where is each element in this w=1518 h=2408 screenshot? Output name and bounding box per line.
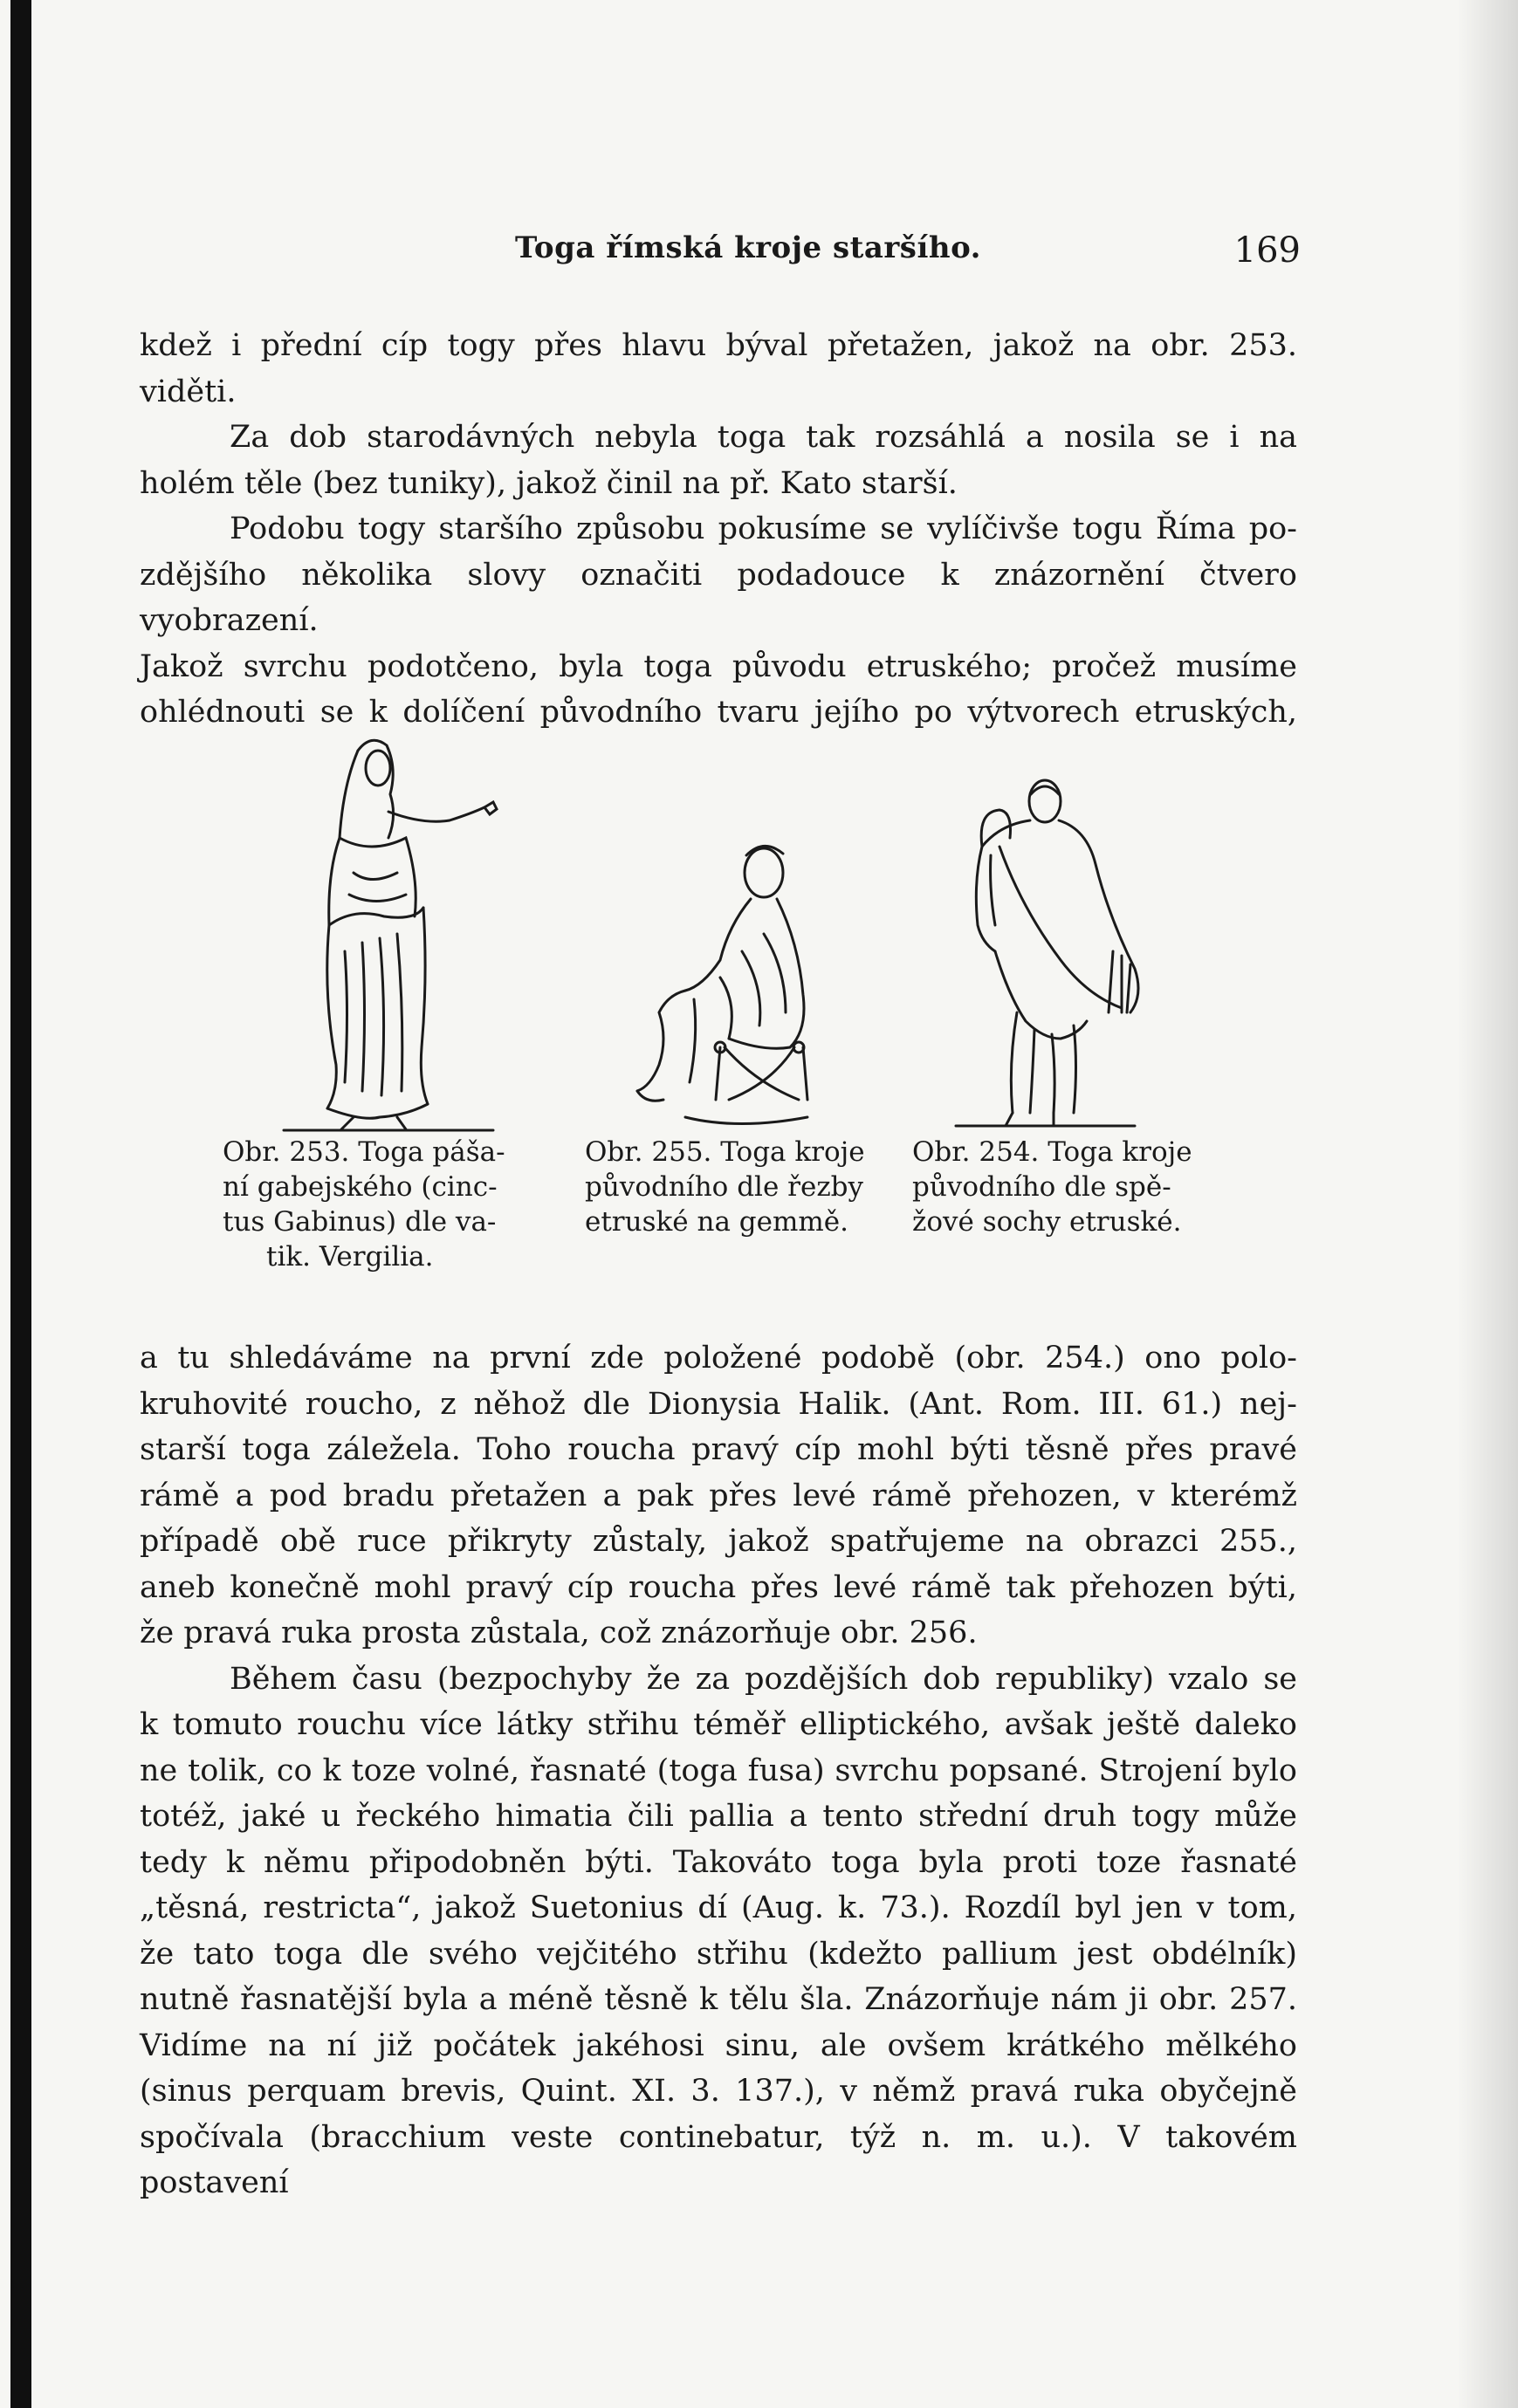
text-line: rámě a pod bradu přetažen a pak přes levé rámě přehozen, v kterémž	[140, 1478, 1297, 1513]
text-line: kdež i přední cíp togy přes hlavu býval přetažen, jakož na obr. 253.	[140, 328, 1297, 363]
text-line: aneb konečně mohl pravý cíp roucha přes levé rámě tak přehozen býti,	[140, 1569, 1297, 1605]
figure-254-illustration	[947, 777, 1148, 1135]
text-block-bottom	[140, 1335, 1297, 2206]
text-line: Podobu togy staršího způsobu pokusíme se vylíčivše togu Říma po-	[230, 511, 1297, 546]
text-line: ohlédnouti se k dolíčení původního tvaru jejího po výtvorech etruských,	[140, 695, 1297, 730]
text-line: nutně řasnatější byla a méně těsně k tělu šla. Znázorňuje nám ji obr. 257.	[140, 1982, 1297, 2017]
text-line: Jakož svrchu podotčeno, byla toga původu etruského; pročež musíme	[140, 648, 1297, 684]
text-line: viděti.	[140, 374, 237, 409]
figure-255-illustration	[633, 838, 842, 1135]
text-line: totéž, jaké u řeckého himatia čili pallia a tento střední druh togy může	[140, 1799, 1297, 1834]
text-line: Za dob starodávných nebyla toga tak rozsáhlá a nosila se i na	[230, 420, 1297, 455]
text-line: starší toga záležela. Toho roucha pravý cíp mohl býti těsně přes pravé	[140, 1432, 1297, 1467]
text-line: tedy k němu připodobněn býti. Takováto toga byla proti toze řasnaté	[140, 1844, 1297, 1880]
caption-line: tik. Vergilia.	[266, 1241, 434, 1273]
figure-group	[223, 733, 1226, 1309]
text-line: že tato toga dle svého vejčitého střihu (kdežto pallium jest obdélník)	[140, 1936, 1297, 1972]
caption-line: Obr. 253. Toga páša-	[223, 1136, 505, 1168]
caption-line: původního dle řezby	[585, 1171, 864, 1203]
text-line: holém těle (bez tuniky), jakož činil na př. Kato starší.	[140, 465, 958, 501]
caption-line: původního dle spě-	[912, 1171, 1171, 1203]
text-line: Vidíme na ní již počátek jakéhosi sinu, ale ovšem krátkého mělkého	[140, 2027, 1297, 2063]
page-number: 169	[1233, 230, 1301, 271]
running-title: Toga římská kroje staršího.	[515, 230, 981, 265]
text-line: spočívala (bracchium veste continebatur, týž n. m. u.). V takovém postavení	[140, 2119, 1297, 2200]
scan-shadow	[1457, 0, 1518, 2408]
text-block-top	[140, 323, 1297, 736]
caption-line: ní gabejského (cinc-	[223, 1171, 498, 1203]
caption-line: tus Gabinus) dle va-	[223, 1206, 497, 1238]
running-header	[140, 229, 1301, 272]
figure-253-illustration	[275, 733, 502, 1135]
text-line: případě obě ruce přikryty zůstaly, jakož spatřujeme na obrazci 255.,	[140, 1524, 1297, 1559]
scan-binding-edge	[10, 0, 31, 2408]
figure-253-caption	[223, 1135, 505, 1274]
text-line: (sinus perquam brevis, Quint. XI. 3. 137.), v němž pravá ruka obyčejně	[140, 2074, 1297, 2109]
text-line: kruhovité roucho, z něhož dle Dionysia Halik. (Ant. Rom. III. 61.) nej-	[140, 1386, 1297, 1422]
caption-line: etruské na gemmě.	[585, 1206, 848, 1238]
caption-line: žové sochy etruské.	[912, 1206, 1182, 1238]
figure-254-caption	[912, 1135, 1192, 1239]
text-line: a tu shledáváme na první zde položené podobě (obr. 254.) ono polo-	[140, 1341, 1297, 1376]
text-line: že pravá ruka prosta zůstala, což znázorňuje obr. 256.	[140, 1616, 978, 1650]
text-line: k tomuto rouchu více látky střihu téměř elliptického, avšak ještě daleko	[140, 1707, 1297, 1742]
caption-line: Obr. 254. Toga kroje	[912, 1136, 1192, 1168]
text-line: zdějšího několika slovy označiti podadouce k znázornění čtvero vyobrazení.	[140, 557, 1297, 638]
text-line: Během času (bezpochyby že za pozdějších dob republiky) vzalo se	[230, 1661, 1297, 1697]
figure-255-caption	[585, 1135, 865, 1239]
text-line: ne tolik, co k toze volné, řasnaté (toga fusa) svrchu popsané. Strojení bylo	[140, 1753, 1297, 1788]
text-line: „těsná, restricta“, jakož Suetonius dí (Aug. k. 73.). Rozdíl byl jen v tom,	[140, 1890, 1297, 1925]
caption-line: Obr. 255. Toga kroje	[585, 1136, 865, 1168]
